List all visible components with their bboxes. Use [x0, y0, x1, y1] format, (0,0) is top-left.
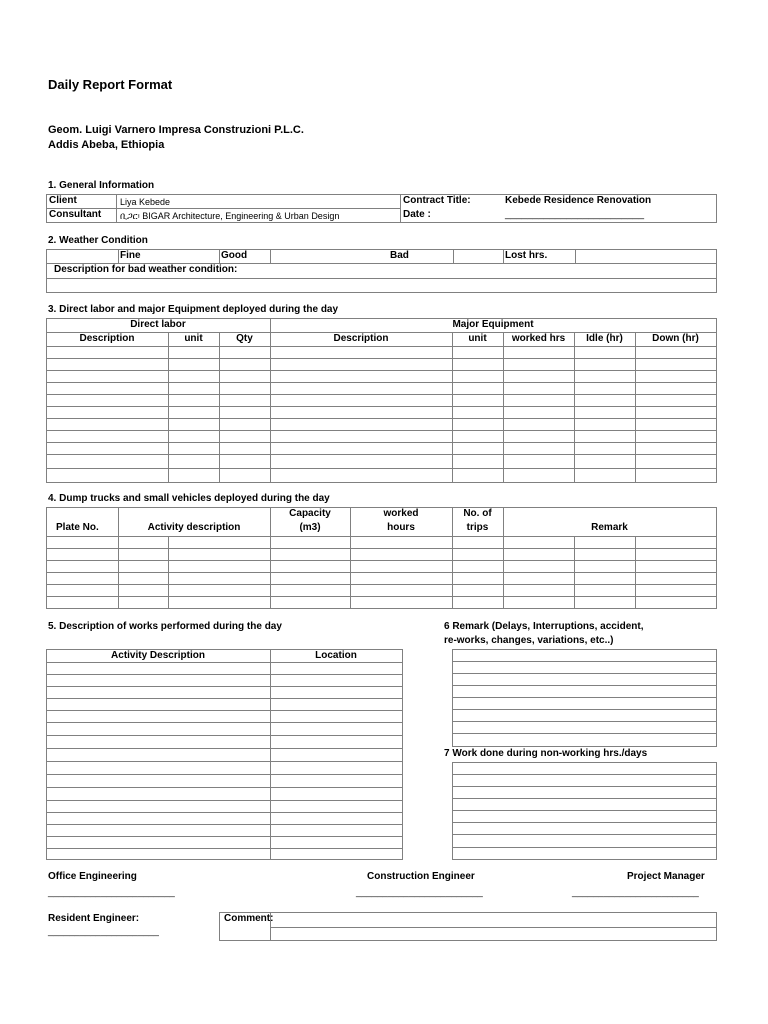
office-engineering-label: Office Engineering — [48, 871, 137, 882]
contract-title-value[interactable]: Kebede Residence Renovation — [505, 195, 652, 206]
worked-header: worked — [383, 508, 419, 519]
resident-engineer-signature-line[interactable]: _____________________ — [48, 926, 159, 937]
company-location: Addis Abeba, Ethiopia — [48, 139, 165, 151]
capacity-header: Capacity — [289, 508, 331, 519]
major-equipment-header: Major Equipment — [452, 319, 534, 330]
column-header: unit — [184, 333, 203, 344]
client-label: Client — [49, 195, 77, 206]
section-7-heading: 7 Work done during non-working hrs./days — [444, 748, 648, 759]
lost-hours-label: Lost hrs. — [505, 250, 548, 261]
column-header: Description — [79, 333, 135, 344]
resident-engineer-label: Resident Engineer: — [48, 913, 140, 924]
bad-weather-description-label: Description for bad weather condition: — [54, 264, 238, 275]
column-header: unit — [468, 333, 487, 344]
section-3-heading: 3. Direct labor and major Equipment deployed during the day — [48, 304, 339, 315]
activity-description-column: Activity Description — [111, 650, 205, 661]
column-header: Qty — [236, 333, 253, 344]
section-6-heading: 6 Remark (Delays, Interruptions, accident, — [444, 621, 644, 632]
column-header: Idle (hr) — [586, 333, 623, 344]
company-name: Geom. Luigi Varnero Impresa Construzioni P.L.C. — [48, 124, 304, 136]
trips-header: No. of — [463, 508, 492, 519]
date-field[interactable]: _________________________ — [505, 209, 645, 220]
date-label: Date : — [403, 209, 431, 220]
worked-hours-header: hours — [387, 522, 415, 533]
remark-header: Remark — [591, 522, 628, 533]
consultant-label: Consultant — [49, 209, 102, 220]
column-header: Down (hr) — [652, 333, 699, 344]
section-2-heading: 2. Weather Condition — [48, 235, 148, 246]
construction-engineer-signature-line[interactable]: ________________________ — [356, 887, 483, 898]
office-engineering-signature-line[interactable]: ________________________ — [48, 887, 175, 898]
plate-number-header: Plate No. — [56, 522, 99, 533]
project-manager-signature-line[interactable]: ________________________ — [572, 887, 699, 898]
client-value[interactable]: Liya Kebede — [120, 197, 171, 207]
project-manager-label: Project Manager — [627, 871, 705, 882]
column-header: Description — [333, 333, 389, 344]
capacity-unit-header: (m3) — [299, 522, 321, 533]
section-6-subheading: re-works, changes, variations, etc..) — [444, 635, 614, 646]
direct-labor-header: Direct labor — [130, 319, 186, 330]
location-column: Location — [315, 650, 357, 661]
section-5-heading: 5. Description of works performed during the day — [48, 621, 282, 632]
contract-title-label: Contract Title: — [403, 195, 471, 206]
weather-good-label: Good — [221, 250, 248, 261]
column-header: worked hrs — [511, 333, 566, 344]
weather-bad-label: Bad — [390, 250, 409, 261]
section-4-heading: 4. Dump trucks and small vehicles deployed during the day — [48, 493, 330, 504]
weather-fine-label: Fine — [120, 250, 141, 261]
comment-label: Comment: — [224, 913, 274, 924]
consultant-value[interactable]: ቢጋር፡ BIGAR Architecture, Engineering & Urban Design — [120, 211, 340, 221]
trips-header-2: trips — [466, 522, 489, 533]
section-1-heading: 1. General Information — [48, 180, 155, 191]
page-title: Daily Report Format — [48, 77, 173, 92]
construction-engineer-label: Construction Engineer — [367, 871, 475, 882]
activity-description-header: Activity description — [147, 522, 241, 533]
